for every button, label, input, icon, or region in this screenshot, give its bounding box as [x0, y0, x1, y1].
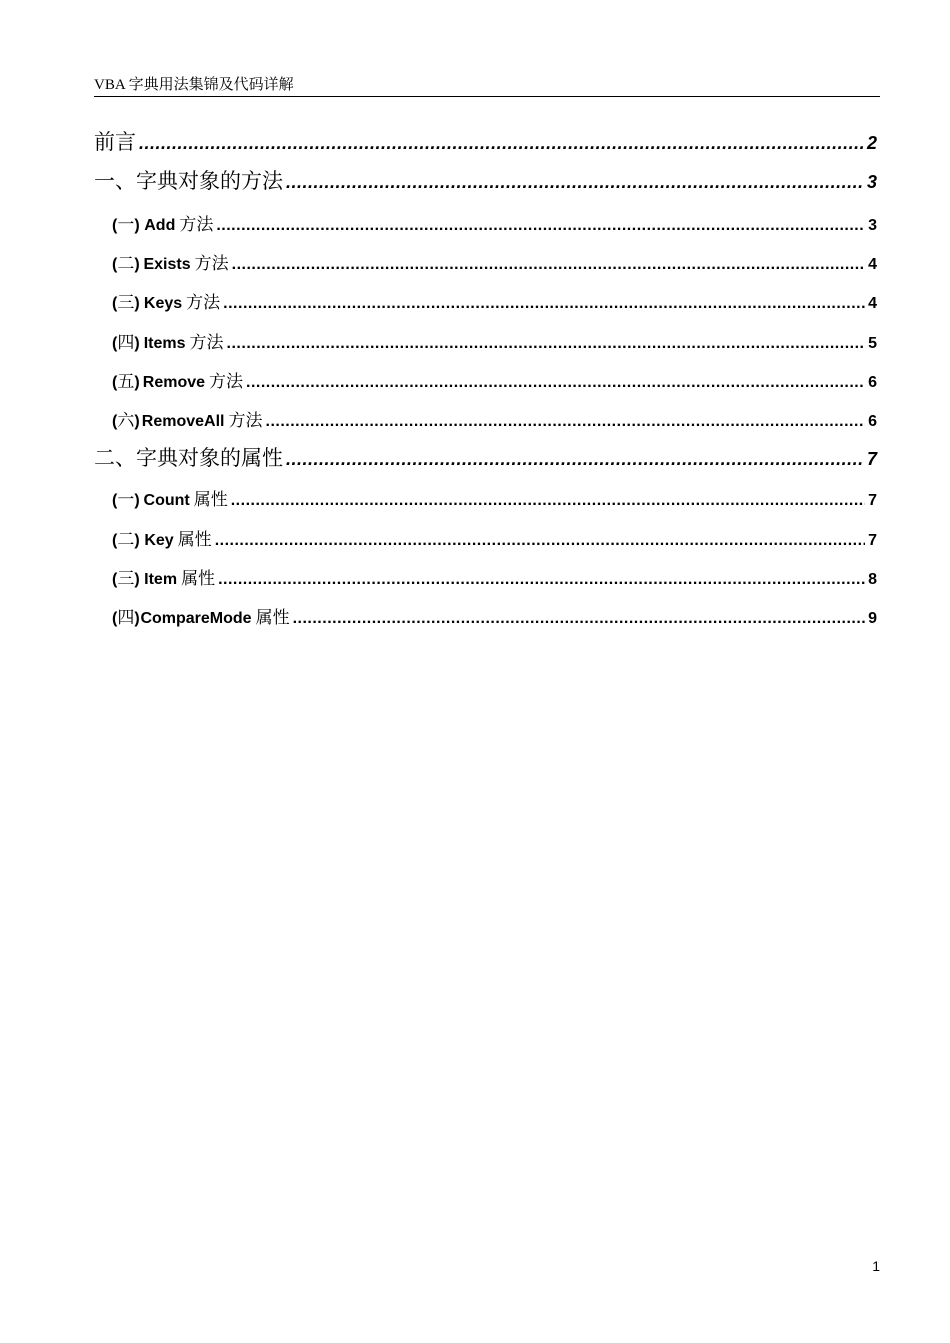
- toc-preface-label: 前言: [94, 130, 136, 154]
- toc-entry-comparemode[interactable]: [112, 603, 877, 627]
- toc-entry-exists[interactable]: [112, 249, 877, 273]
- header-rule: [94, 96, 880, 97]
- toc-item-suffix: 属性: [181, 569, 216, 588]
- toc-leader-dots: [218, 571, 865, 589]
- toc-item-suffix: 属性: [177, 530, 212, 549]
- toc-entry-add[interactable]: [112, 210, 877, 234]
- toc-item-number: (三): [112, 293, 140, 312]
- toc-item-suffix: 属性: [255, 608, 290, 627]
- toc-page-number: 2: [866, 133, 877, 153]
- toc-leader-dots: [293, 610, 866, 628]
- toc-item-number: (一): [112, 490, 140, 509]
- toc-item-suffix: 方法: [228, 411, 263, 430]
- toc-leader-dots: [232, 256, 865, 274]
- toc-item-name: Add: [144, 217, 176, 234]
- toc-item-name: CompareMode: [140, 610, 252, 627]
- toc-item-suffix: 方法: [209, 372, 244, 391]
- toc-leader-dots: [223, 295, 865, 313]
- toc-item-suffix: 方法: [179, 215, 214, 234]
- toc-entry-keys[interactable]: [112, 288, 877, 312]
- toc-item-name: RemoveAll: [141, 413, 225, 430]
- toc-leader-dots: [246, 374, 865, 392]
- toc-item-name: Keys: [143, 295, 183, 312]
- toc-item-number: (三): [112, 569, 140, 588]
- toc-item-suffix: 方法: [186, 293, 221, 312]
- toc-leader-dots: [231, 492, 865, 510]
- toc-entry-chapter-1[interactable]: [94, 165, 877, 195]
- toc-item-suffix: 方法: [189, 333, 224, 352]
- toc-entry-items[interactable]: [112, 328, 877, 352]
- toc-item-number: (二): [112, 254, 140, 273]
- toc-item-name: Key: [144, 532, 174, 549]
- toc-item-name: Item: [144, 571, 178, 588]
- toc-item-number: (二): [112, 530, 140, 549]
- toc-page-number: 8: [868, 571, 877, 588]
- toc-page-number: 3: [868, 217, 877, 234]
- toc-item-number: (一): [112, 215, 140, 234]
- toc-item-number: (六): [112, 411, 140, 430]
- toc-page-number: 9: [868, 610, 877, 627]
- toc-leader-dots: [139, 133, 864, 154]
- footer-page-number: 1: [872, 1258, 880, 1274]
- toc-page-number: 7: [868, 532, 877, 549]
- toc-leader-dots: [215, 532, 865, 550]
- toc-page-number: 4: [868, 295, 877, 312]
- toc-page-number: 7: [868, 492, 877, 509]
- toc-page-number: 6: [868, 413, 877, 430]
- toc-entry-preface[interactable]: [94, 126, 877, 156]
- toc-item-name: Remove: [142, 374, 206, 391]
- toc-item-name: Exists: [143, 256, 191, 273]
- toc-chapter-number: 二、: [94, 446, 136, 470]
- toc-leader-dots: [227, 335, 866, 353]
- toc-item-number: (四): [112, 608, 140, 627]
- toc-entry-item[interactable]: [112, 564, 877, 588]
- toc-item-name: Items: [143, 335, 186, 352]
- toc-entry-count[interactable]: [112, 485, 877, 509]
- toc-leader-dots: [216, 217, 865, 235]
- toc-chapter-title: 字典对象的属性: [136, 446, 283, 470]
- toc-page-number: 5: [868, 335, 877, 352]
- page-header: [94, 74, 880, 96]
- toc-page-number: 6: [868, 374, 877, 391]
- toc-entry-chapter-2[interactable]: [94, 442, 877, 472]
- toc-page-number: 4: [868, 256, 877, 273]
- toc-item-number: (四): [112, 333, 140, 352]
- toc-entry-remove[interactable]: [112, 367, 877, 391]
- toc-entry-removeall[interactable]: [112, 406, 877, 430]
- toc-item-name: Count: [143, 492, 190, 509]
- toc-item-suffix: 方法: [194, 254, 229, 273]
- toc-leader-dots: [286, 172, 864, 193]
- toc-page-number: 7: [866, 449, 877, 469]
- toc-item-number: (五): [112, 372, 140, 391]
- toc-page-number: 3: [866, 172, 877, 192]
- toc-leader-dots: [266, 413, 866, 431]
- toc-entry-key[interactable]: [112, 525, 877, 549]
- toc-leader-dots: [286, 449, 864, 470]
- toc-chapter-title: 字典对象的方法: [136, 169, 283, 193]
- header-title: VBA 字典用法集锦及代码详解: [94, 77, 294, 93]
- toc-item-suffix: 属性: [193, 490, 228, 509]
- toc-chapter-number: 一、: [94, 169, 136, 193]
